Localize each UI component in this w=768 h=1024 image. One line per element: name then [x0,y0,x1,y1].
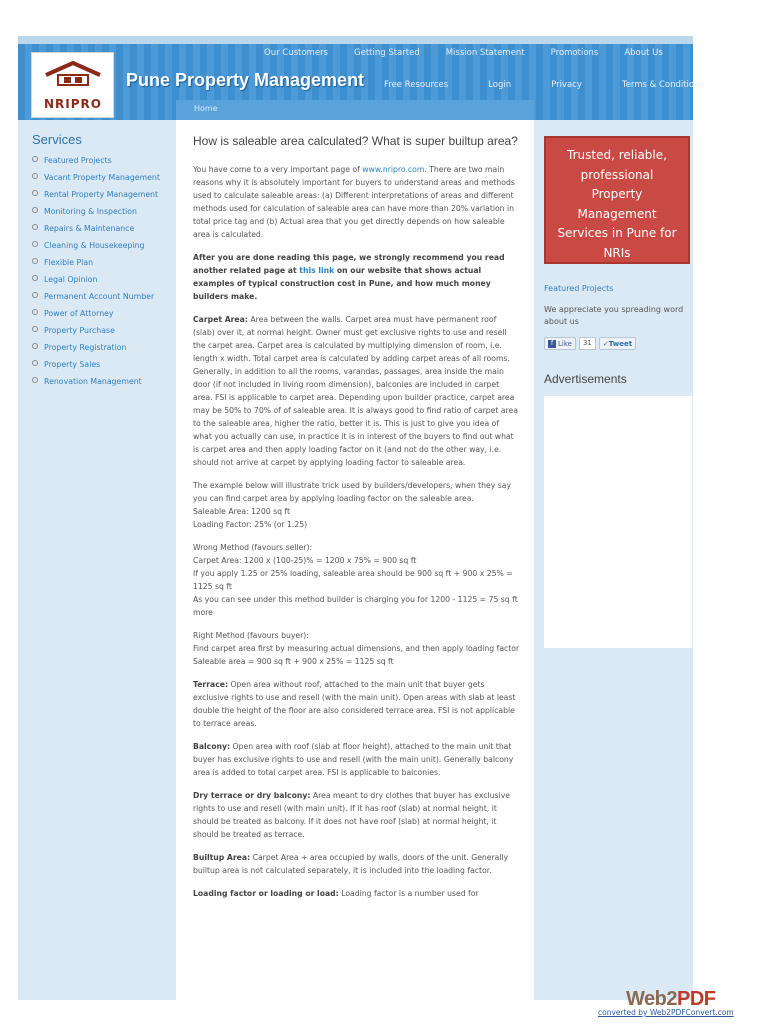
like-count: 31 [579,337,596,350]
site-logo[interactable] [31,52,114,118]
promo-line: Services in Pune for [557,226,677,240]
nav-login[interactable]: Login [488,80,512,90]
builtup-term: Builtup Area: [193,853,251,862]
balcony-text: Open area with roof (slab at floor height), attached to the main unit that buyer has exclusive rights to use and resell (with the main unit). Generally balcony area is added to total carpet area. FSI is applicable to balconies. [193,742,514,777]
wrong-line-2: If you apply 1.25 or 25% loading, saleable area should be 900 sq ft + 900 x 25% = 1125 sq ft [193,569,513,591]
tweet-button[interactable] [599,337,636,350]
sidebar-item-label[interactable]: Rental Property Management [44,190,159,199]
nav-free-resources[interactable]: Free Resources [384,80,449,90]
sidebar-item-label[interactable]: Featured Projects [44,156,112,165]
wrong-title: Wrong Method (favours seller): [193,543,313,552]
right-sidebar [534,120,693,1000]
nripro-link[interactable]: www.nripro.com [362,165,425,174]
bullet-icon [32,275,38,281]
bullet-icon [32,156,38,162]
builtup-paragraph [193,851,520,877]
tweet-label: Tweet [608,339,633,348]
breadcrumb [176,100,534,120]
nav-mission-statement[interactable]: Mission Statement [445,48,525,58]
carpet-text: Area between the walls. Carpet area must have permanent roof (slab) over it, at normal height. Owner must get exclusive rights to use and resell the carpet area. Carpet area is calculated by multiplying dimension of room, i.e. length x width. Total carpet area is calculated by adding carpet areas of all rooms. Generally, in addition to all the rooms, varandas, passages, area inside the main door (if not included in living room dimension), balconies are included in carpet area. FSI is applicable to carpet area. Depending upon builder practice, carpet area may be 50% to 70% of of saleable area. It is always good to find ratio of carpet area to the saleable area, higher the ratio, better it is. This is just to give you idea of what you actually can use, in practice it is in interest of the buyers to find out what is carpet area and then apply loading factor on it (and not do the other way, i.e. should not arrive at carpet by applying loading factor to saleable area. [193,315,518,467]
article-title: How is saleable area calculated? What is super builtup area? [193,134,518,148]
sidebar-item-renovation[interactable] [32,375,168,388]
top-nav [264,48,689,58]
recommend-text: After you are done reading this page, we strongly recommend you read another related page at [193,253,505,275]
sidebar-item-label[interactable]: Monitoring & Inspection [44,207,138,216]
promo-line: NRIs [603,245,631,260]
sidebar-item-label[interactable]: Property Registration [44,343,127,352]
nav-terms[interactable]: Terms & Conditions [621,80,704,90]
dry-terrace-paragraph [193,789,520,841]
nav-getting-started[interactable]: Getting Started [354,48,420,58]
wrong-line-3: As you can see under this method builder is charging you for 1200 - 1125 = 75 sq ft more [193,595,518,617]
advertisement-area [544,396,692,648]
services-sidebar [18,120,176,1000]
builtup-text: Carpet Area + area occupied by walls, doors of the unit. Generally builtup area is not calculated separately, it is included into the loading factor. [193,853,509,875]
bullet-icon [32,224,38,230]
sidebar-item-label[interactable]: Renovation Management [44,377,142,386]
sidebar-item-featured-projects[interactable] [32,154,168,167]
logo-pdf: PDF [676,988,716,1010]
example-paragraph [193,479,520,531]
example-text: The example below will illustrate trick used by builders/developers, when they say you can find carpet area by applying loading factor on the saleable area. [193,481,512,503]
sidebar-item-legal-opinion[interactable] [32,273,168,286]
promo-line: Property Management [577,187,657,221]
like-label: Like [558,339,572,348]
web2pdf-badge [598,988,766,1022]
sidebar-item-label[interactable]: Property Purchase [44,326,115,335]
sidebar-item-label[interactable]: Property Sales [44,360,101,369]
right-line-2: Saleable area = 900 sq ft + 900 x 25% = 1125 sq ft [193,657,394,666]
logo-text: NRIPRO [44,97,102,111]
sidebar-item-label[interactable]: Flexible Plan [44,258,94,267]
carpet-term: Carpet Area: [193,315,248,324]
intro-paragraph [193,163,520,241]
sidebar-item-property-sales[interactable] [32,358,168,371]
appreciate-text: We appreciate you spreading word about us [544,305,684,326]
bullet-icon [32,309,38,315]
right-line-1: Find carpet area first by measuring actual dimensions, and then apply loading factor [193,644,520,653]
sidebar-item-pan[interactable] [32,290,168,303]
wrong-method-paragraph [193,541,520,619]
sidebar-item-monitoring[interactable] [32,205,168,218]
page [18,36,704,1000]
article [193,134,520,910]
services-list [32,154,168,392]
sidebar-item-label[interactable]: Permanent Account Number [44,292,155,301]
sidebar-item-label[interactable]: Legal Opinion [44,275,98,284]
nav-privacy[interactable]: Privacy [551,80,582,90]
sidebar-item-rental-property[interactable] [32,188,168,201]
nav-about-us[interactable]: About Us [624,48,663,58]
balcony-term: Balcony: [193,742,231,751]
example-saleable: Saleable Area: 1200 sq ft [193,507,291,516]
terrace-paragraph [193,678,520,730]
bullet-icon [32,173,38,179]
bullet-icon [32,292,38,298]
facebook-like-button[interactable] [544,337,576,350]
sidebar-item-flexible-plan[interactable] [32,256,168,269]
balcony-paragraph [193,740,520,779]
converted-by-link[interactable]: converted by Web2PDFConvert.com [598,1008,734,1017]
bullet-icon [32,377,38,383]
loading-paragraph [193,887,520,900]
recommend-text-rest: on our website that shows actual examples of typical construction cost in Pune, and how much money builders make. [193,266,491,301]
nav-our-customers[interactable]: Our Customers [264,48,328,58]
bullet-icon [32,207,38,213]
sidebar-title: Services [32,132,82,147]
sidebar-item-property-registration[interactable] [32,341,168,354]
dry-text: Area meant to dry clothes that buyer has exclusive rights to use and resell (with main unit). If it has roof (slab) at normal height, it should be treated as balcony. If it does not have roof (slab) at normal height, it should be treated as terrace. [193,791,510,839]
sidebar-item-label[interactable]: Power of Attorney [44,309,114,318]
sidebar-item-label[interactable]: Vacant Property Management [44,173,160,182]
intro-text-rest: . There are two main reasons why it is absolutely important for buyers to understand areas and methods used to calculate saleable areas: (a) Different interpretations of areas and different methods used for calculation of saleable area can have more than 20% variation in total price tag and (b) Actual area that you get directly depends on how saleable area is calculated. [193,165,515,239]
recommend-paragraph [193,251,520,303]
sidebar-item-property-purchase[interactable] [32,324,168,337]
loading-term: Loading factor or loading or load: [193,889,339,898]
bullet-icon [32,190,38,196]
main-content [176,120,534,1000]
site-title[interactable]: Pune Property Management [126,70,365,90]
promo-banner[interactable] [544,136,690,264]
bullet-icon [32,343,38,349]
sidebar-item-label[interactable]: Cleaning & Housekeeping [44,241,145,250]
sidebar-item-vacant-property[interactable] [32,171,168,184]
sidebar-item-repairs[interactable] [32,222,168,235]
right-title: Right Method (favours buyer): [193,631,309,640]
advertisements-title: Advertisements [544,372,627,386]
carpet-area-paragraph [193,313,520,469]
promo-line: Trusted, reliable, [567,148,667,162]
terrace-term: Terrace: [193,680,229,689]
social-buttons [544,337,636,350]
right-method-paragraph [193,629,520,668]
wrong-line-1: Carpet Area: 1200 x (100-25)% = 1200 x 75% = 900 sq ft [193,556,417,565]
loading-text: Loading factor is a number used for [338,889,479,898]
breadcrumb-home[interactable]: Home [194,104,218,113]
bullet-icon [32,241,38,247]
sidebar-item-power-of-attorney[interactable] [32,307,168,320]
related-page-link[interactable]: this link [299,266,335,275]
house-roof-icon [44,61,102,85]
bullet-icon [32,258,38,264]
example-loading: Loading Factor: 25% (or 1.25) [193,520,308,529]
intro-text: You have come to a very important page of [193,165,363,174]
terrace-text: Open area without roof, attached to the main unit that buyer gets exclusive rights to use and resell (with the main unit). Open areas with slab at least double the height of the floor are also considered terrace area. FSI is not applicable to terrace areas. [193,680,516,728]
featured-projects-link[interactable]: Featured Projects [544,284,614,293]
bullet-icon [32,326,38,332]
facebook-icon: f [548,340,556,348]
twitter-icon: ✓ [602,339,609,348]
promo-line: professional [580,167,654,182]
dry-term: Dry terrace or dry balcony: [193,791,311,800]
sidebar-item-cleaning[interactable] [32,239,168,252]
secondary-nav [384,80,744,90]
sidebar-item-label[interactable]: Repairs & Maintenance [44,224,135,233]
logo-main: Web2 [626,988,677,1010]
bullet-icon [32,360,38,366]
nav-promotions[interactable]: Promotions [550,48,599,58]
